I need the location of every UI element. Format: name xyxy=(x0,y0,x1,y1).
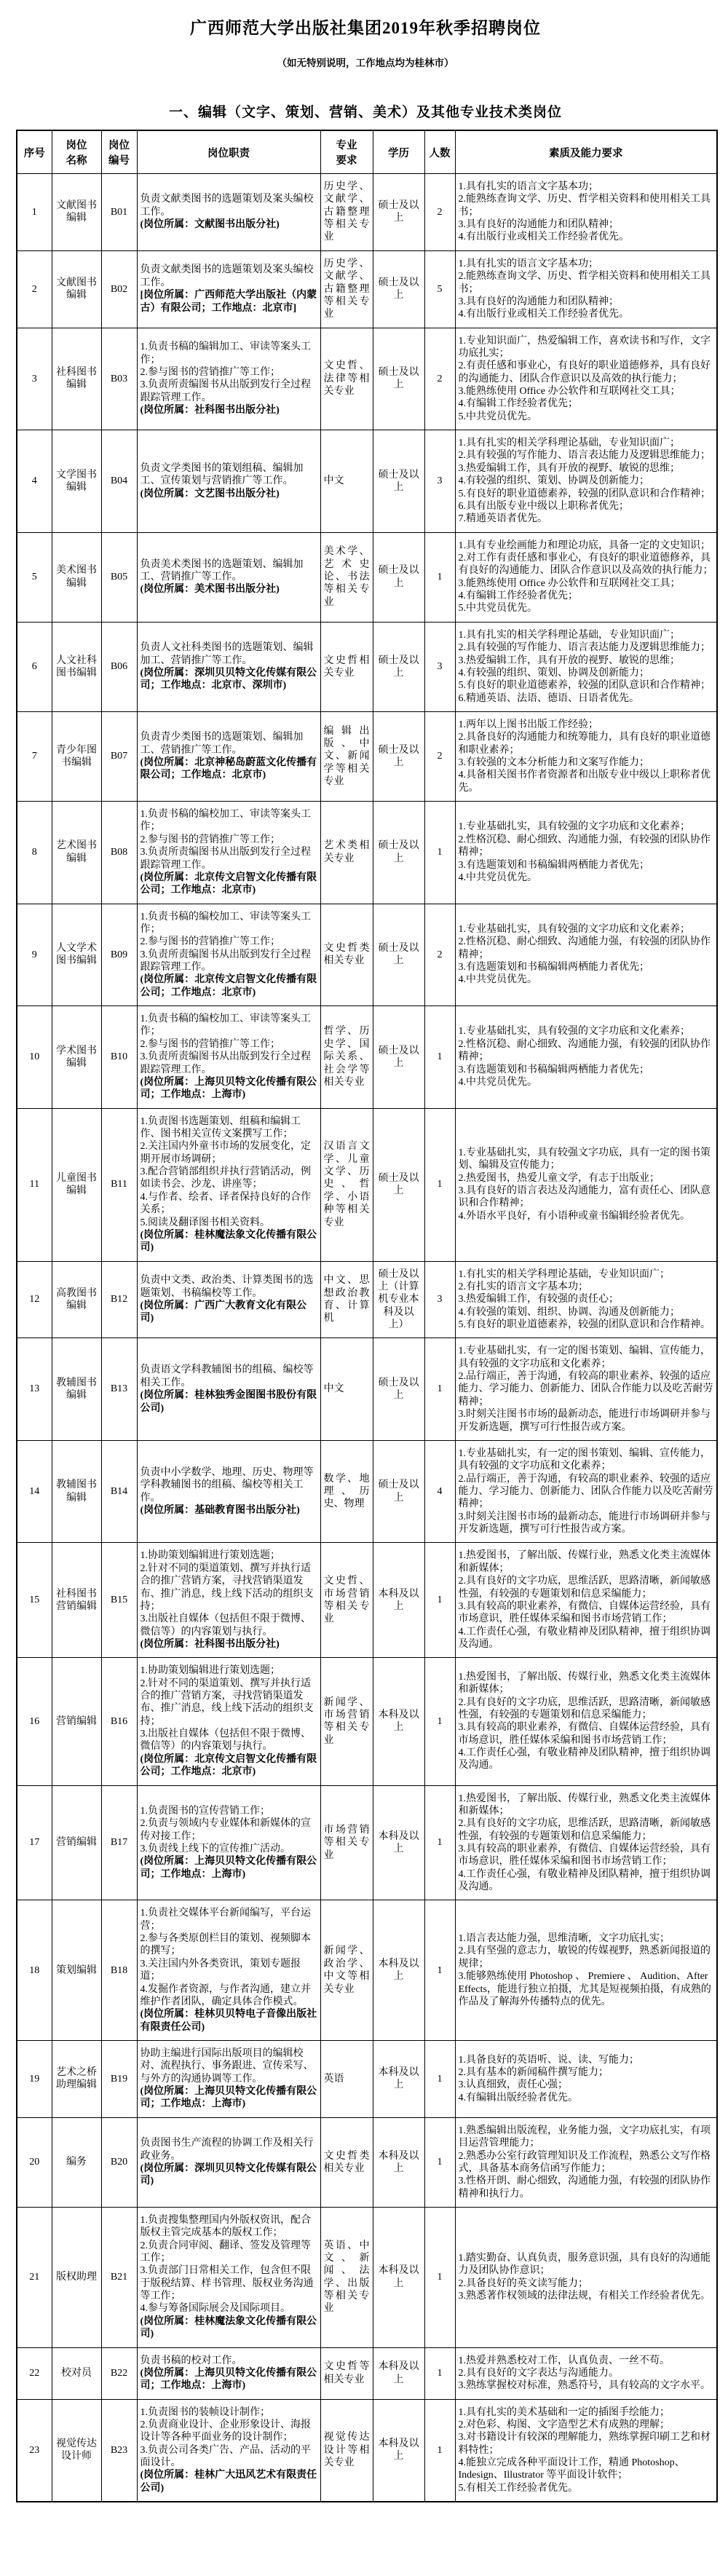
quality-text: 1.热爱图书，了解出版、传媒行业，熟悉文化类主流媒体和新媒体； 2.具有良好的文字功底，思维活跃，思路清晰，新闻敏感性强，有较强的专题策划和信息采编能力； 3.具有较高的职业素养，有微信、自媒体运营经验，具有市场意识，胜任媒体采编和图书市场营销工作； 4.工作责任心强，有敬业精神及团队精神，擅于组织协调及沟通。 xyxy=(458,1550,711,1650)
position-code-cell: B07 xyxy=(101,711,137,801)
quality-text: 1.具有专业绘画能力和理论功底，具备一定的文史知识； 2.对工作有责任感和事业心，有良好的职业道德修养，具有良好的沟通能力、团队合作意识以及高效的执行能力； 3.能熟练使用 Office 办公软件和互联网社交工具； 4.有编辑工作经验者优先； 5.中共党员优先。 xyxy=(458,540,713,615)
table-row xyxy=(17,711,717,801)
position-name-cell: 策划编辑 xyxy=(52,1900,101,2041)
quality-text: 1.具有扎实的语言文字基本功； 2.能熟练查询文学、历史、哲学相关资料和使用相关工具书； 3.具有良好的沟通能力和团队精神； 4.有出版行业或相关工作经验者优先。 xyxy=(458,181,711,243)
affiliation-text: (岗位所属：北京传文启智文化传播有限公司；工作地点：北京市) xyxy=(140,872,317,896)
degree-cell: 硕士及以上 xyxy=(373,622,424,711)
quality-text: 1.热爱图书，了解出版、传媒行业，熟悉文化类主流媒体和新媒体； 2.具有良好的文字功底，思维活跃，思路清晰，新闻敏感性强，有较强的专题策划和信息采编能力； 3.具有较高的职业素养，有微信、自媒体运营经验，具有市场意识，胜任媒体采编和图书市场营销工作； 4.工作责任心强，有敬业精神及团队精神，擅于组织协调及沟通。 xyxy=(458,1671,711,1771)
quality-cell xyxy=(455,1261,717,1338)
quality-text: 1.踏实勤奋、认真负责，服务意识强，具有良好的沟通能力及团队协作意识； 2.具备良好的英文读写能力； 3.熟悉著作权领域的法律法规，有相关工作经验者优先。 xyxy=(458,2253,711,2302)
major-cell: 艺术类相关专业 xyxy=(320,802,373,904)
quality-cell xyxy=(455,1006,717,1109)
degree-cell: 本科及以上 xyxy=(373,2117,424,2207)
major-cell: 中文 xyxy=(320,1338,373,1441)
major-cell: 新闻学、市场营销等相关专业 xyxy=(320,1658,373,1785)
quality-cell xyxy=(455,328,717,430)
table-row xyxy=(17,1338,717,1441)
table-row xyxy=(17,1108,717,1261)
quality-text: 1.具有扎实的相关学科理论基础，专业知识面广； 2.具有较强的写作能力、语言表达能力及逻辑思维能力； 3.热爱编辑工作，具有开放的视野、敏锐的思维； 4.有较强的组织、策划、协调及创新能力； 5.有良好的职业道德素养，较强的团队意识和合作精神； 6.精通英语、法语、德语、日语者优先。 xyxy=(458,629,711,704)
quality-text: 1.具有扎实的美术基础和一定的插图手绘能力； 2.对色彩、构图、文字造型艺术有成熟的理解； 3.对书籍设计有较深的理解能力，熟练掌握印刷工艺和材料特性； 4.能独立完成各种平面设计工作，精通 Photoshop、Indesign、Illustrator 等平面设计软件； 5.有相关工作经验者优先。 xyxy=(458,2406,711,2494)
major-cell: 汉语言文学、儿童文学、历史、哲学、小语种等相关专业 xyxy=(320,1108,373,1261)
affiliation-text: (岗位所属：美术图书出版分社) xyxy=(140,584,280,596)
duties-text: 1.协助策划编辑进行策划选题； 2.针对不同的渠道策划、撰写并执行适合的推广营销方案，寻找营销渠道发布、推广消息，线上线下活动的组织支持； 3.出版社自媒体（包括但不限于微博、微信等）的内容策划与执行。 xyxy=(140,1550,314,1637)
positions-table-body xyxy=(17,174,717,2502)
quality-cell xyxy=(455,1108,717,1261)
position-code-cell: B02 xyxy=(101,250,137,328)
row-number-cell: 9 xyxy=(17,904,52,1006)
quality-cell xyxy=(455,1338,717,1441)
position-code-cell: B18 xyxy=(101,1900,137,2041)
degree-cell: 本科及以上 xyxy=(373,2041,424,2118)
count-cell: 1 xyxy=(424,532,455,622)
degree-cell: 硕士及以上 xyxy=(373,174,424,251)
major-cell: 英语 xyxy=(320,2041,373,2118)
degree-cell: 本科及以上 xyxy=(373,1658,424,1785)
position-code-cell: B11 xyxy=(101,1108,137,1261)
major-cell: 数学、地理、历史、物理 xyxy=(320,1440,373,1543)
affiliation-text: (岗位所属：文艺图书出版分社) xyxy=(140,488,280,499)
degree-cell: 硕士及以上 xyxy=(373,250,424,328)
major-cell: 文史哲类相关专业 xyxy=(320,904,373,1006)
affiliation-text: (岗位所属：桂林广大迅风艺术有限责任公司) xyxy=(140,2470,317,2494)
affiliation-text: (岗位所属：桂林独秀金图图书股份有限公司) xyxy=(140,1390,317,1414)
positions-table-header xyxy=(17,130,717,174)
row-number-cell: 3 xyxy=(17,328,52,430)
duties-cell xyxy=(137,1261,320,1338)
position-name-cell: 社科图书营销编辑 xyxy=(52,1543,101,1658)
quality-text: 1.语言表达能力强，思维清晰，文字功底扎实； 2.具有坚强的意志力，敏锐的传媒视野，熟悉新闻报道的规律； 3.能够熟练使用 Photoshop 、 Premiere 、 Audition、After Effects，能进行独立拍摄，尤其是短视频拍摄，有成熟的作品及了解海外传播特点的优先。 xyxy=(458,1933,711,2007)
duties-cell xyxy=(137,532,320,622)
quality-text: 1.专业基础扎实，具有较强的文字功底和文化素养； 2.性格沉稳、耐心细致、沟通能力强，有较强的团队协作精神； 3.有选题策划和书稿编辑两栖能力者优先； 4.中共党员优先。 xyxy=(458,1026,711,1088)
position-name-cell: 人文社科图书编辑 xyxy=(52,622,101,711)
count-cell: 1 xyxy=(424,2399,455,2502)
major-cell: 文史哲、法律等相关专业 xyxy=(320,328,373,430)
position-code-cell: B04 xyxy=(101,430,137,533)
table-row xyxy=(17,1261,717,1338)
duties-cell xyxy=(137,1658,320,1785)
position-code-cell: B03 xyxy=(101,328,137,430)
position-code-cell: B05 xyxy=(101,532,137,622)
position-name-cell: 版权助理 xyxy=(52,2207,101,2347)
duties-cell xyxy=(137,802,320,904)
table-row xyxy=(17,2207,717,2347)
major-cell: 哲学、历史学、国际关系、社会学等相关专业 xyxy=(320,1006,373,1109)
major-cell: 美术学、艺术史论、书法等相关专业 xyxy=(320,532,373,622)
row-number-cell: 10 xyxy=(17,1006,52,1109)
table-row xyxy=(17,2117,717,2207)
degree-cell: 硕士及以上 xyxy=(373,711,424,801)
quality-text: 1.两年以上图书出版工作经验； 2.具备良好的沟通能力和统筹能力，具有良好的职业道德和职业素养； 3.有较强的文本分析能力和文案写作能力； 4.具备相关图书作者资源者和出版专业中级以上职称者优先。 xyxy=(458,719,711,794)
table-row xyxy=(17,250,717,328)
position-name-cell: 艺术之桥助理编辑 xyxy=(52,2041,101,2118)
major-cell: 编辑出版、中文、新闻学等相关专业 xyxy=(320,711,373,801)
position-code-cell: B06 xyxy=(101,622,137,711)
major-cell: 文史哲、市场营销等相关专业 xyxy=(320,1543,373,1658)
count-cell: 1 xyxy=(424,2207,455,2347)
duties-text: 1.协助策划编辑进行策划选题； 2.针对不同的渠道策划、撰写并执行适合的推广营销方案，寻找营销渠道发布、推广消息，线上线下活动的组织支持； 3.出版社自媒体（包括但不限于微博、微信等）的内容策划与执行。 xyxy=(140,1665,314,1753)
quality-cell xyxy=(455,711,717,801)
duties-cell xyxy=(137,2041,320,2118)
count-cell: 3 xyxy=(424,1261,455,1338)
duties-cell xyxy=(137,711,320,801)
duties-text: 1.负责书稿的编校加工、审读等案头工作； 2.参与图书的营销推广等工作； 3.负责所责编图书从出版到发行全过程跟踪管理工作。 xyxy=(140,911,311,973)
section-heading: 一、编辑（文字、策划、营销、美术）及其他专业技术类岗位 xyxy=(168,105,562,120)
position-name-cell: 文献图书编辑 xyxy=(52,174,101,251)
duties-text: 1.负责搜集整理国内外版权资讯，配合版权主管完成基本的版权工作； 2.负责合同审阅、翻译、签发及管理等工作； 3.负责部门日常相关工作，包含但不限于版税结算、样书管理、版权业务沟通等工作； 4.参与筹备国际展会及国际项目。 xyxy=(140,2214,314,2315)
quality-cell xyxy=(455,1543,717,1658)
count-cell: 1 xyxy=(424,1900,455,2041)
count-cell: 1 xyxy=(424,1785,455,1900)
table-row xyxy=(17,802,717,904)
affiliation-text: (岗位所属：上海贝贝特文化传播有限公司；工作地点：上海市) xyxy=(140,1076,317,1101)
column-header-position-name: 岗位 名称 xyxy=(52,130,101,174)
row-number-cell: 21 xyxy=(17,2207,52,2347)
count-cell: 2 xyxy=(424,904,455,1006)
row-number-cell: 14 xyxy=(17,1440,52,1543)
row-number-cell: 7 xyxy=(17,711,52,801)
row-number-cell: 20 xyxy=(17,2117,52,2207)
column-header-degree: 学历 xyxy=(373,130,424,174)
affiliation-text: (岗位所属：桂林魔法象文化传播有限公司) xyxy=(140,1229,317,1254)
major-cell: 英语、中文、新闻、法学、出版等相关专业 xyxy=(320,2207,373,2347)
affiliation-text: [岗位所属：广西师范大学出版社（内蒙古）有限公司；工作地点：北京市] xyxy=(140,290,317,314)
degree-cell: 本科及以上 xyxy=(373,1543,424,1658)
position-code-cell: B16 xyxy=(101,1658,137,1785)
duties-cell xyxy=(137,2399,320,2502)
quality-text: 1.熟悉编辑出版流程，业务能力强，文字功底扎实，有项目运营管理能力； 2.熟悉办公室行政管理知识及工作流程，熟悉公文写作格式，具备基本商务信函写作能力； 3.性格开朗、耐心细致，沟通能力强，有较强的团队协作精神和执行力。 xyxy=(458,2125,711,2200)
position-code-cell: B22 xyxy=(101,2347,137,2399)
affiliation-text: (岗位所属：深圳贝贝特文化传媒有限公司) xyxy=(140,2162,317,2187)
duties-text: 协助主编进行国际出版项目的编辑校对、流程执行、事务跟进、宣传采写、与外方的沟通协调等工作。 xyxy=(140,2048,314,2085)
quality-cell xyxy=(455,532,717,622)
count-cell: 4 xyxy=(424,1440,455,1543)
degree-cell: 硕士及以上 xyxy=(373,1108,424,1261)
duties-cell xyxy=(137,2347,320,2399)
quality-cell xyxy=(455,2041,717,2118)
quality-cell xyxy=(455,2399,717,2502)
affiliation-text: (岗位所属：桂林贝贝特电子音像出版社有限责任公司) xyxy=(140,2009,317,2033)
duties-text: 1.负责书稿的编校加工、审读等案头工作； 2.参与图书的营销推广等工作； 3.负责所责编图书从出版到发行全过程跟踪管理工作。 xyxy=(140,809,311,871)
position-name-cell: 高教图书编辑 xyxy=(52,1261,101,1338)
quality-cell xyxy=(455,250,717,328)
row-number-cell: 22 xyxy=(17,2347,52,2399)
table-row xyxy=(17,2347,717,2399)
duties-cell xyxy=(137,1440,320,1543)
row-number-cell: 17 xyxy=(17,1785,52,1900)
table-row xyxy=(17,328,717,430)
quality-text: 1.专业基础扎实，具有较强的文字功底和文化素养； 2.性格沉稳、耐心细致、沟通能力强，有较强的团队协作精神； 3.有选题策划和书稿编辑两栖能力者优先； 4.中共党员优先。 xyxy=(458,821,711,883)
major-cell: 文史哲类相关专业 xyxy=(320,2117,373,2207)
count-cell: 1 xyxy=(424,1108,455,1261)
quality-cell xyxy=(455,174,717,251)
quality-cell xyxy=(455,1785,717,1900)
affiliation-text: (岗位所属：深圳贝贝特文化传媒有限公司；工作地点：北京市、深圳市) xyxy=(140,667,317,692)
affiliation-text: (岗位所属：基础教育图书出版分社) xyxy=(140,1505,300,1517)
duties-cell xyxy=(137,904,320,1006)
quality-cell xyxy=(455,622,717,711)
degree-cell: 硕士及以上 xyxy=(373,532,424,622)
table-row xyxy=(17,1785,717,1900)
duties-cell xyxy=(137,2207,320,2347)
row-number-cell: 2 xyxy=(17,250,52,328)
duties-cell xyxy=(137,1338,320,1441)
quality-cell xyxy=(455,1440,717,1543)
position-name-cell: 视觉传达设计师 xyxy=(52,2399,101,2502)
position-name-cell: 文献图书编辑 xyxy=(52,250,101,328)
position-code-cell: B15 xyxy=(101,1543,137,1658)
degree-cell: 硕士及以上（计算机专业本科及以上） xyxy=(373,1261,424,1338)
table-row xyxy=(17,2399,717,2502)
row-number-cell: 8 xyxy=(17,802,52,904)
row-number-cell: 23 xyxy=(17,2399,52,2502)
row-number-cell: 18 xyxy=(17,1900,52,2041)
position-name-cell: 文学图书编辑 xyxy=(52,430,101,533)
major-cell: 中文 xyxy=(320,430,373,533)
count-cell: 1 xyxy=(424,1338,455,1441)
count-cell: 1 xyxy=(424,2041,455,2118)
column-header-position-code: 岗位 编号 xyxy=(101,130,137,174)
duties-text: 1.负责社交媒体平台新闻编写，平台运营； 2.参与各类原创栏目的策划、视频脚本的撰写； 3.关注国内外各类资讯，策划专题报道； 4.发掘作者资源，与作者沟通，建立并维护作者团队，确定具体合作模式。 xyxy=(140,1908,311,2007)
quality-cell xyxy=(455,2117,717,2207)
count-cell: 1 xyxy=(424,802,455,904)
quality-cell xyxy=(455,1900,717,2041)
affiliation-text: (岗位所属：广西广大教育文化有限公司) xyxy=(140,1300,307,1324)
position-code-cell: B17 xyxy=(101,1785,137,1900)
major-cell: 新闻学、政治学、中文等相关专业 xyxy=(320,1900,373,2041)
column-header-no: 序号 xyxy=(17,130,52,174)
page-title: 广西师范大学出版社集团2019年秋季招聘岗位 xyxy=(190,19,541,37)
row-number-cell: 15 xyxy=(17,1543,52,1658)
duties-cell xyxy=(137,2117,320,2207)
table-row xyxy=(17,2041,717,2118)
duties-cell xyxy=(137,622,320,711)
duties-text: 负责图书生产流程的协调工作及相关行政业务。 xyxy=(140,2138,314,2162)
quality-text: 1.专业基础扎实，具有较强的文字功底和文化素养； 2.性格沉稳、耐心细致、沟通能力强，有较强的团队协作精神； 3.有选题策划和书稿编辑两栖能力者优先； 4.中共党员优先。 xyxy=(458,923,711,986)
duties-text: 负责文献类图书的选题策划及案头编校工作。 xyxy=(140,264,314,288)
position-code-cell: B13 xyxy=(101,1338,137,1441)
position-code-cell: B14 xyxy=(101,1440,137,1543)
duties-text: 负责中文类、政治类、计算类图书的选题策划、书稿编校等工作。 xyxy=(140,1275,314,1299)
quality-text: 1.热爱图书，了解出版、传媒行业，熟悉文化类主流媒体和新媒体； 2.具有良好的文字功底，思维活跃，思路清晰，新闻敏感性强，有较强的专题策划和信息采编能力； 3.具有较高的职业素养，有微信、自媒体运营经验，具有市场意识，胜任媒体采编和图书市场营销工作； 4.工作责任心强，有敬业精神及团队精神，擅于组织协调及沟通。 xyxy=(458,1793,711,1893)
page-subtitle: （如无特别说明，工作地点均为桂林市） xyxy=(277,58,454,68)
duties-text: 1.负责书稿的编辑加工、审读等案头工作； 2.参与图书的营销推广等工作； 3.负责所责编图书从出版到发行全过程跟踪管理工作。 xyxy=(140,341,311,403)
duties-text: 负责人文社科类图书的选题策划、编辑加工、营销推广等工作。 xyxy=(140,642,314,666)
count-cell: 1 xyxy=(424,2117,455,2207)
affiliation-text: (岗位所属：北京神秘岛蔚蓝文化传播有限公司；工作地点：北京市) xyxy=(140,757,317,781)
row-number-cell: 1 xyxy=(17,174,52,251)
major-cell: 视觉传达设计等相关专业 xyxy=(320,2399,373,2502)
duties-cell xyxy=(137,1785,320,1900)
position-code-cell: B09 xyxy=(101,904,137,1006)
table-row xyxy=(17,1440,717,1543)
degree-cell: 本科及以上 xyxy=(373,2399,424,2502)
duties-text: 负责书稿的校对工作。 xyxy=(140,2355,242,2366)
quality-text: 1.专业基础扎实，有一定的图书策划、编辑、宣传能力，具有较强的文字功底和文化素养； 2.品行端正，善于沟通，有较高的职业素养、较强的适应能力、学习能力、创新能力、团队合作能力以及吃苦耐劳精神； 3.时刻关注图书市场的最新动态，能进行市场调研并参与开发新选题，撰写可行性报告或方案。 xyxy=(458,1447,713,1536)
count-cell: 2 xyxy=(424,328,455,430)
major-cell: 中文、思想政治教育、计算机 xyxy=(320,1261,373,1338)
duties-text: 1.负责图书的装帧设计制作； 2.负责商业设计、企业形象设计、海报设计等各种平面业务的设计制作； 3.负责公司各类广告、产品、活动的平面设计。 xyxy=(140,2406,311,2469)
column-header-duties: 岗位职责 xyxy=(137,130,320,174)
position-name-cell: 人文学术图书编辑 xyxy=(52,904,101,1006)
duties-text: 负责文献类图书的选题策划及案头编校工作。 xyxy=(140,194,314,218)
duties-cell xyxy=(137,328,320,430)
major-cell: 历史学、文献学、古籍整理等相关专业 xyxy=(320,250,373,328)
table-row xyxy=(17,622,717,711)
quality-cell xyxy=(455,2207,717,2347)
row-number-cell: 16 xyxy=(17,1658,52,1785)
row-number-cell: 12 xyxy=(17,1261,52,1338)
degree-cell: 硕士及以上 xyxy=(373,1006,424,1109)
position-name-cell: 儿童图书编辑 xyxy=(52,1108,101,1261)
affiliation-text: (岗位所属：北京传文启智文化传播有限公司；工作地点：北京市) xyxy=(140,1753,317,1778)
affiliation-text: (岗位所属：上海贝贝特文化传播有限公司；工作地点：上海市) xyxy=(140,1856,317,1880)
affiliation-text: (岗位所属：上海贝贝特文化传播有限公司；工作地点：上海市) xyxy=(140,2367,317,2392)
degree-cell: 本科及以上 xyxy=(373,2207,424,2347)
quality-text: 1.专业基础扎实，具有较强文字功底，具有一定的图书策划、编辑及宣传能力； 2.热爱图书，热爱儿童文学，有志于出版业； 3.具有良好的语言表达及沟通能力，富有责任心、团队意识和合作精神； 4.外语水平良好，有小语种或童书编辑经验者优先。 xyxy=(458,1147,711,1222)
duties-text: 1.负责书稿的编校加工、审读等案头工作； 2.参与图书的营销推广等工作； 3.负责所责编图书从出版到发行全过程跟踪管理工作。 xyxy=(140,1014,311,1075)
position-code-cell: B21 xyxy=(101,2207,137,2347)
duties-text: 负责文学类图书的策划组稿、编辑加工、宣传策划与营销推广等工作。 xyxy=(140,462,304,487)
table-row xyxy=(17,1900,717,2041)
count-cell: 1 xyxy=(424,1543,455,1658)
duties-text: 负责青少类图书的选题策划、编辑加工、营销推广等工作。 xyxy=(140,732,304,756)
table-row xyxy=(17,1543,717,1658)
quality-cell xyxy=(455,2347,717,2399)
duties-cell xyxy=(137,1900,320,2041)
degree-cell: 本科及以上 xyxy=(373,1785,424,1900)
count-cell: 5 xyxy=(424,250,455,328)
quality-text: 1.具备良好的英语听、说、读、写能力； 2.具有基本的新闻稿件撰写能力； 3.认真细致，责任心强； 4.有编辑出版经验者优先。 xyxy=(458,2054,639,2103)
degree-cell: 硕士及以上 xyxy=(373,328,424,430)
column-header-count: 人数 xyxy=(424,130,455,174)
quality-text: 1.专业基础扎实，有一定的图书策划、编辑、宣传能力，具有较强的文字功底和文化素养； 2.品行端正，善于沟通，有较高的职业素养、较强的适应能力、学习能力、创新能力、团队合作能力以及吃苦耐劳精神； 3.时刻关注图书市场的最新动态，能进行市场调研并参与开发新选题，撰写可行性报告或方案。 xyxy=(458,1346,713,1433)
duties-text: 负责美术类图书的选题策划、编辑加工、营销推广等工作。 xyxy=(140,558,304,583)
position-code-cell: B23 xyxy=(101,2399,137,2502)
quality-cell xyxy=(455,904,717,1006)
position-code-cell: B01 xyxy=(101,174,137,251)
row-number-cell: 11 xyxy=(17,1108,52,1261)
table-row xyxy=(17,904,717,1006)
row-number-cell: 19 xyxy=(17,2041,52,2118)
position-code-cell: B20 xyxy=(101,2117,137,2207)
position-name-cell: 教辅图书编辑 xyxy=(52,1338,101,1441)
duties-cell xyxy=(137,1006,320,1109)
row-number-cell: 4 xyxy=(17,430,52,533)
count-cell: 1 xyxy=(424,1658,455,1785)
duties-text: 1.负责图书的宣传营销工作； 2.负责与领域内专业媒体和新媒体的宣传对接工作； 3.负责线上线下的宣传推广活动。 xyxy=(140,1805,311,1854)
degree-cell: 硕士及以上 xyxy=(373,1338,424,1441)
count-cell: 1 xyxy=(424,2347,455,2399)
degree-cell: 硕士及以上 xyxy=(373,904,424,1006)
quality-text: 1.专业知识面广，热爱编辑工作，喜欢读书和写作，文字功底扎实； 2.有责任感和事业心，有良好的职业道德修养，具有良好的沟通能力、团队合作意识以及高效的执行能力； 3.能熟练使用 Office 办公软件和互联网社交工具； 4.有编辑工作经验者优先； 5.中共党员优先。 xyxy=(458,335,711,422)
quality-text: 1.有扎实的相关学科理论基础，专业知识面广； 2.有扎实的语言文字基本功； 3.热爱编辑工作，有较强的责任心； 4.有较强的策划、组织、协调、沟通及创新能力； 5.有良好的职业道德素养，较强的团队意识和合作精神。 xyxy=(458,1268,711,1331)
affiliation-text: (岗位所属：上海贝贝特文化传播有限公司；工作地点：上海市) xyxy=(140,2086,317,2110)
column-header-major: 专业 要求 xyxy=(320,130,373,174)
affiliation-text: (岗位所属：社科图书出版分社) xyxy=(140,1638,280,1650)
count-cell: 3 xyxy=(424,622,455,711)
affiliation-text: (岗位所属：桂林魔法象文化传播有限公司) xyxy=(140,2315,317,2340)
quality-text: 1.热爱并熟悉校对工作，认真负责、一丝不苟。 2.具有良好的文字表达与沟通能力。 3.熟练掌握校对标准，熟悉符号，具有较高的文字水平。 xyxy=(458,2355,711,2392)
duties-cell xyxy=(137,174,320,251)
affiliation-text: (岗位所属：北京传文启智文化传播有限公司；工作地点：北京市) xyxy=(140,974,317,998)
quality-cell xyxy=(455,1658,717,1785)
quality-cell xyxy=(455,430,717,533)
duties-cell xyxy=(137,1543,320,1658)
row-number-cell: 13 xyxy=(17,1338,52,1441)
position-name-cell: 美术图书编辑 xyxy=(52,532,101,622)
count-cell: 1 xyxy=(424,1006,455,1109)
count-cell: 2 xyxy=(424,174,455,251)
position-code-cell: B10 xyxy=(101,1006,137,1109)
duties-cell xyxy=(137,250,320,328)
degree-cell: 本科及以上 xyxy=(373,1900,424,2041)
row-number-cell: 6 xyxy=(17,622,52,711)
table-row xyxy=(17,532,717,622)
table-row xyxy=(17,174,717,251)
position-name-cell: 教辅图书编辑 xyxy=(52,1440,101,1543)
affiliation-text: (岗位所属：文献图书出版分社) xyxy=(140,219,280,231)
affiliation-text: (岗位所属：社科图书出版分社) xyxy=(140,405,280,416)
table-row xyxy=(17,1006,717,1109)
count-cell: 3 xyxy=(424,430,455,533)
position-name-cell: 学术图书编辑 xyxy=(52,1006,101,1109)
positions-table xyxy=(16,130,718,2502)
position-name-cell: 编务 xyxy=(52,2117,101,2207)
table-row xyxy=(17,1658,717,1785)
duties-text: 负责中小学数学、地理、历史、物理等学科教辅图书的组稿、编校等相关工作。 xyxy=(140,1466,314,1504)
position-name-cell: 营销编辑 xyxy=(52,1785,101,1900)
duties-text: 1.负责图书选题策划、组稿和编辑工作、图书相关宣传文案撰写工作； 2.关注国内外童书市场的发展变化，定期开展市场调研； 3.配合营销部组织并执行营销活动，例如读书会、沙龙、讲座等； 4.与作者、绘者、译者保持良好的合作关系； 5.阅读及翻译图书相关资料。 xyxy=(140,1115,311,1228)
degree-cell: 本科及以上 xyxy=(373,2347,424,2399)
count-cell: 2 xyxy=(424,711,455,801)
quality-text: 1.具有扎实的相关学科理论基础，专业知识面广； 2.具有较强的写作能力、语言表达能力及逻辑思维能力； 3.热爱编辑工作，具有开放的视野、敏锐的思维； 4.有较强的组织、策划、协调及创新能力； 5.有良好的职业道德素养，较强的团队意识和合作精神； 6.具有出版专业中级以上职称者优先； 7.精通英语者优先。 xyxy=(458,438,711,525)
position-name-cell: 营销编辑 xyxy=(52,1658,101,1785)
duties-cell xyxy=(137,1108,320,1261)
header-row xyxy=(17,130,717,174)
table-row xyxy=(17,430,717,533)
major-cell: 历史学、文献学、古籍整理等相关专业 xyxy=(320,174,373,251)
position-code-cell: B12 xyxy=(101,1261,137,1338)
row-number-cell: 5 xyxy=(17,532,52,622)
position-code-cell: B19 xyxy=(101,2041,137,2118)
duties-text: 负责语文学科教辅图书的组稿、编校等相关工作。 xyxy=(140,1364,314,1388)
major-cell: 市场营销等相关专业 xyxy=(320,1785,373,1900)
position-name-cell: 校对员 xyxy=(52,2347,101,2399)
degree-cell: 硕士及以上 xyxy=(373,1440,424,1543)
position-name-cell: 社科图书编辑 xyxy=(52,328,101,430)
major-cell: 文史哲等相关专业 xyxy=(320,2347,373,2399)
degree-cell: 硕士及以上 xyxy=(373,430,424,533)
position-code-cell: B08 xyxy=(101,802,137,904)
column-header-quality: 素质及能力要求 xyxy=(455,130,717,174)
degree-cell: 硕士及以上 xyxy=(373,802,424,904)
position-name-cell: 青少年图书编辑 xyxy=(52,711,101,801)
quality-cell xyxy=(455,802,717,904)
duties-cell xyxy=(137,430,320,533)
quality-text: 1.具有扎实的语言文字基本功； 2.能熟练查询文学、历史、哲学相关资料和使用相关工具书； 3.具有良好的沟通能力和团队精神； 4.有出版行业或相关工作经验者优先。 xyxy=(458,258,711,320)
major-cell: 文史哲相关专业 xyxy=(320,622,373,711)
position-name-cell: 艺术图书编辑 xyxy=(52,802,101,904)
